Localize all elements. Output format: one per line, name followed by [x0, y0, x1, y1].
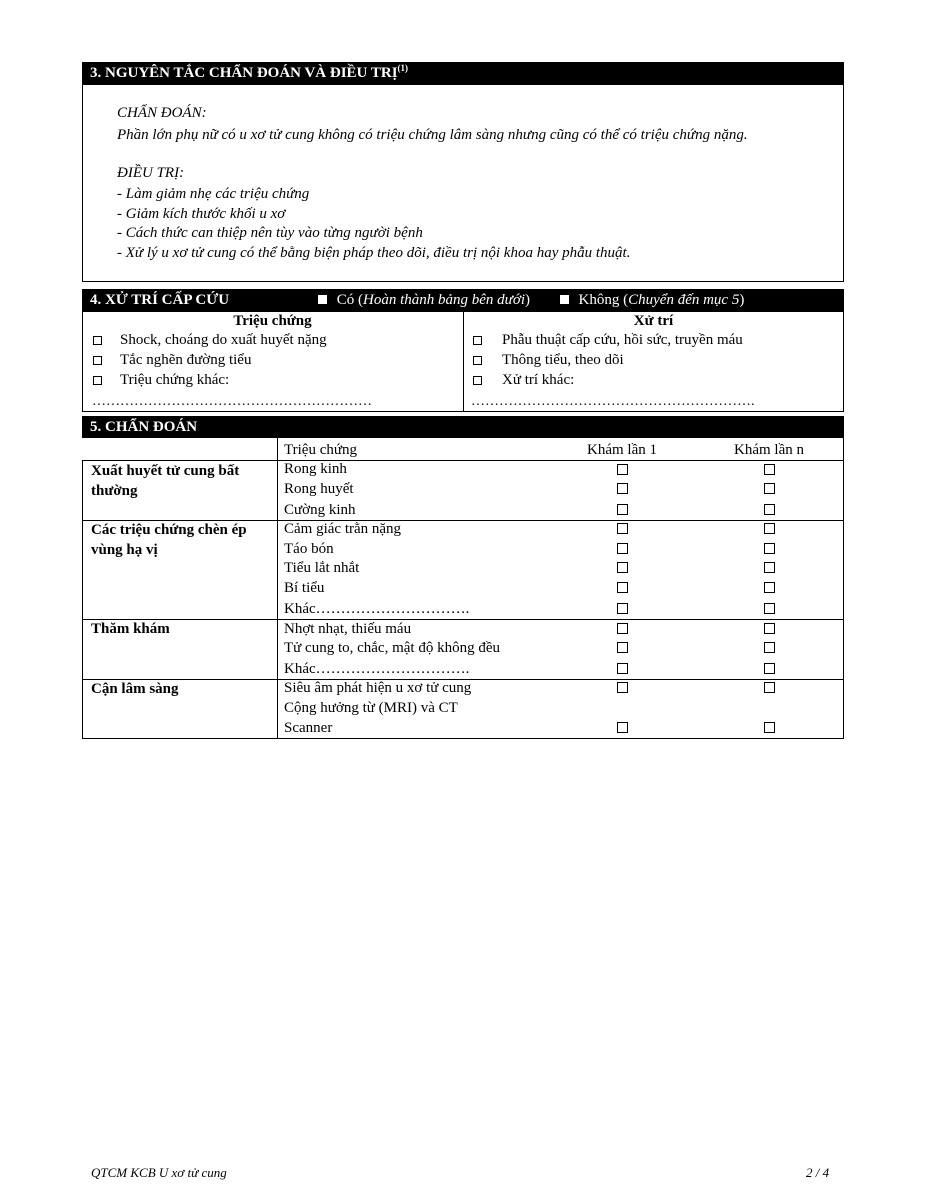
visitn-checkbox[interactable]	[764, 582, 775, 593]
col-header-symptom: Triệu chứng	[284, 442, 357, 458]
symptom-item: Nhợt nhạt, thiếu máu	[284, 621, 412, 637]
section3-title: 3. NGUYÊN TẮC CHẨN ĐOÁN VÀ ĐIỀU TRỊ	[90, 65, 398, 81]
visit1-checkbox[interactable]	[617, 603, 628, 614]
visitn-checkbox[interactable]	[764, 663, 775, 674]
section3-title-sup: (1)	[397, 63, 409, 73]
visit1-checkbox[interactable]	[617, 582, 628, 593]
visitn-checkbox[interactable]	[764, 483, 775, 494]
visitn-checkbox[interactable]	[764, 464, 775, 475]
col-header-visit1: Khám lần 1	[587, 442, 657, 458]
table-right-border	[843, 438, 844, 739]
emergency-treatment-dots[interactable]: …………………………………………………….	[471, 394, 755, 409]
symptom-item: Rong kinh	[284, 461, 347, 477]
visit1-checkbox[interactable]	[617, 642, 628, 653]
emergency-treatment-item[interactable]: Phẫu thuật cấp cứu, hồi sức, truyền máu	[473, 331, 743, 351]
treatment-item: - Làm giảm nhẹ các triệu chứng	[117, 186, 310, 202]
table-left-border	[82, 461, 83, 739]
section4-header: 4. XỬ TRÍ CẤP CỨU Có (Hoàn thành bảng bên dưới) Không (Chuyển đến mục 5)	[82, 289, 844, 311]
visitn-checkbox[interactable]	[764, 562, 775, 573]
symptom-item: Cộng hưởng từ (MRI) và CT	[284, 700, 458, 716]
symptom-item: Scanner	[284, 720, 333, 736]
yes-option-label: Có	[336, 292, 355, 308]
visit1-checkbox[interactable]	[617, 623, 628, 634]
visitn-checkbox[interactable]	[764, 504, 775, 515]
footer-document-name: QTCM KCB U xơ tử cung	[91, 1165, 227, 1180]
yes-option-note: Hoàn thành bảng bên dưới	[363, 292, 526, 308]
visitn-checkbox[interactable]	[764, 642, 775, 653]
emergency-symptom-item[interactable]: Tắc nghẽn đường tiểu	[93, 351, 251, 371]
symptom-item: Tử cung to, chắc, mật độ không đều	[284, 640, 500, 656]
emergency-symptom-dots[interactable]: ……………………………………………………	[92, 394, 372, 409]
symptom-item: Rong huyết	[284, 481, 354, 497]
group-label-examination: Thăm khám	[91, 621, 170, 637]
visit1-checkbox[interactable]	[617, 504, 628, 515]
treatment-item: - Cách thức can thiệp nên tùy vào từng người bệnh	[117, 225, 423, 242]
visitn-checkbox[interactable]	[764, 722, 775, 733]
visit1-checkbox[interactable]	[617, 543, 628, 554]
treatment-item: - Xử lý u xơ tử cung có thể bằng biện pháp theo dõi, điều trị nội khoa hay phẫu thuật.	[117, 244, 631, 261]
symptom-item[interactable]: Khác………………………….	[284, 661, 470, 677]
table-col-divider	[277, 438, 278, 739]
symptom-item: Cường kinh	[284, 502, 356, 518]
group-label-paraclinical: Cận lâm sàng	[91, 681, 179, 697]
treatment-heading: ĐIỀU TRỊ:	[117, 165, 185, 181]
symptom-item: Táo bón	[284, 541, 334, 557]
group-label-compression: Các triệu chứng chèn ép vùng hạ vị	[91, 522, 247, 558]
visit1-checkbox[interactable]	[617, 562, 628, 573]
visit1-checkbox[interactable]	[617, 483, 628, 494]
diagnosis-heading: CHẨN ĐOÁN:	[117, 105, 207, 121]
no-option-note: Chuyển đến mục 5	[628, 292, 740, 308]
emergency-treatment-item[interactable]: Xử trí khác:	[473, 371, 574, 391]
no-option-label: Không	[578, 292, 620, 308]
col-header-visitn: Khám lần n	[734, 442, 804, 458]
emergency-symptom-heading: Triệu chứng	[233, 313, 312, 329]
visitn-checkbox[interactable]	[764, 523, 775, 534]
symptom-item: Tiểu lắt nhắt	[284, 560, 360, 576]
symptom-item: Cảm giác trằn nặng	[284, 521, 402, 537]
table-bottom-border	[82, 738, 844, 739]
diagnosis-text: Phần lớn phụ nữ có u xơ tử cung không có triệu chứng lâm sàng nhưng cũng có thể có triệu chứng nặng.	[117, 127, 748, 143]
visitn-checkbox[interactable]	[764, 623, 775, 634]
footer-page-number: 2 / 4	[806, 1165, 830, 1180]
visitn-checkbox[interactable]	[764, 543, 775, 554]
symptom-item[interactable]: Khác………………………….	[284, 601, 470, 617]
visit1-checkbox[interactable]	[617, 663, 628, 674]
symptom-item: Bí tiểu	[284, 580, 325, 596]
emergency-symptom-item[interactable]: Shock, choáng do xuất huyết nặng	[93, 331, 327, 351]
emergency-treatment-heading: Xử trí	[633, 313, 674, 329]
symptom-item: Siêu âm phát hiện u xơ tử cung	[284, 680, 472, 696]
visit1-checkbox[interactable]	[617, 464, 628, 475]
group-label-abnormal-bleeding: Xuất huyết tử cung bất thường	[91, 463, 240, 499]
emergency-symptom-item[interactable]: Triệu chứng khác:	[93, 371, 229, 391]
section5-title: 5. CHẨN ĐOÁN	[90, 419, 198, 435]
visit1-checkbox[interactable]	[617, 682, 628, 693]
treatment-item: - Giảm kích thước khối u xơ	[117, 205, 286, 222]
visitn-checkbox[interactable]	[764, 603, 775, 614]
section4-title: 4. XỬ TRÍ CẤP CỨU	[90, 292, 230, 308]
visit1-checkbox[interactable]	[617, 722, 628, 733]
visit1-checkbox[interactable]	[617, 523, 628, 534]
visitn-checkbox[interactable]	[764, 682, 775, 693]
emergency-treatment-item[interactable]: Thông tiểu, theo dõi	[473, 351, 624, 371]
